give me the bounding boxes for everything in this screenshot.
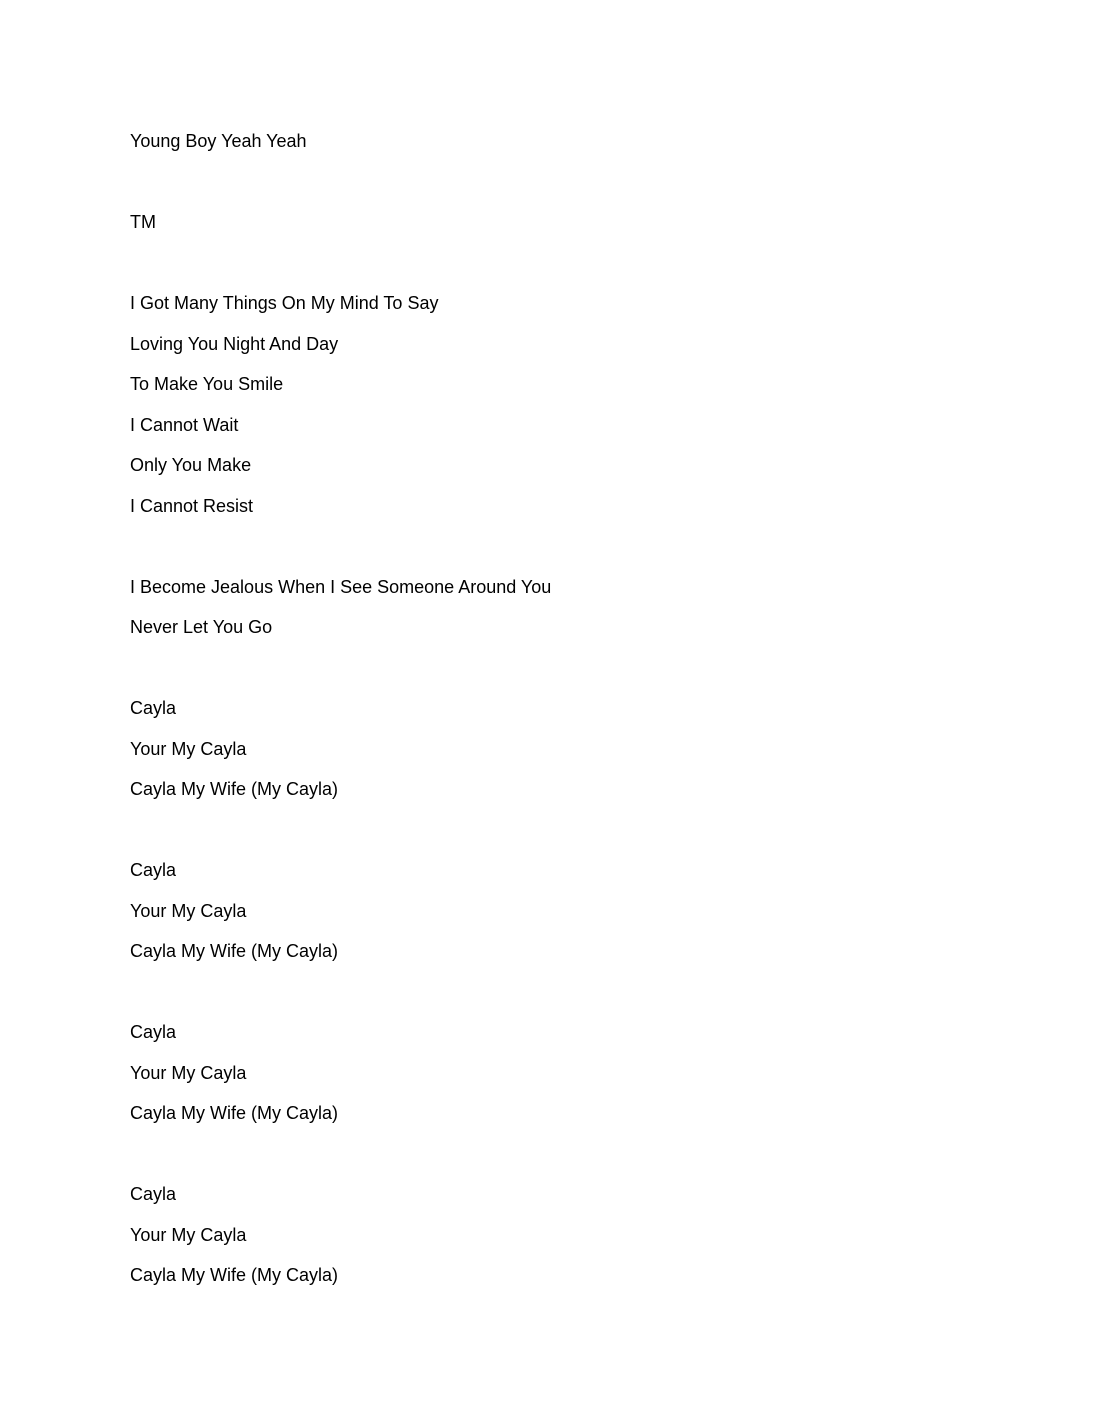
text-line: Never Let You Go <box>130 617 273 637</box>
text-line: I Got Many Things On My Mind To Say <box>130 293 439 313</box>
text-line: TM <box>130 212 156 232</box>
text-line: Cayla My Wife (My Cayla) <box>130 941 339 961</box>
blank-line <box>130 818 551 859</box>
text-line: I Become Jealous When I See Someone Around You <box>130 576 552 597</box>
text-line: Cayla <box>130 860 177 880</box>
blank-line <box>130 980 551 1021</box>
text-line: Cayla <box>130 1184 177 1204</box>
text-line: To Make You Smile <box>130 374 284 394</box>
text-line: Your My Cayla <box>130 738 247 759</box>
blank-line <box>130 656 551 697</box>
text-line: Cayla <box>130 1022 177 1042</box>
text-line: Cayla <box>130 698 177 718</box>
text-line: Cayla My Wife (My Cayla) <box>130 1103 339 1123</box>
text-line: Cayla My Wife (My Cayla) <box>130 779 339 799</box>
text-line: Your My Cayla <box>130 900 247 921</box>
blank-line <box>130 251 551 292</box>
text-line: Only You Make <box>130 455 252 475</box>
blank-line <box>130 534 551 575</box>
text-line: I Cannot Resist <box>130 495 254 516</box>
text-line: Cayla My Wife (My Cayla) <box>130 1265 339 1285</box>
text-line: Your My Cayla <box>130 1224 247 1245</box>
text-line: Loving You Night And Day <box>130 333 339 354</box>
text-line: I Cannot Wait <box>130 414 239 435</box>
blank-line <box>130 1142 551 1183</box>
lyrics-body <box>130 129 551 1304</box>
text-line: Young Boy Yeah Yeah <box>130 131 307 151</box>
blank-line <box>130 170 551 211</box>
text-line: Your My Cayla <box>130 1062 247 1083</box>
